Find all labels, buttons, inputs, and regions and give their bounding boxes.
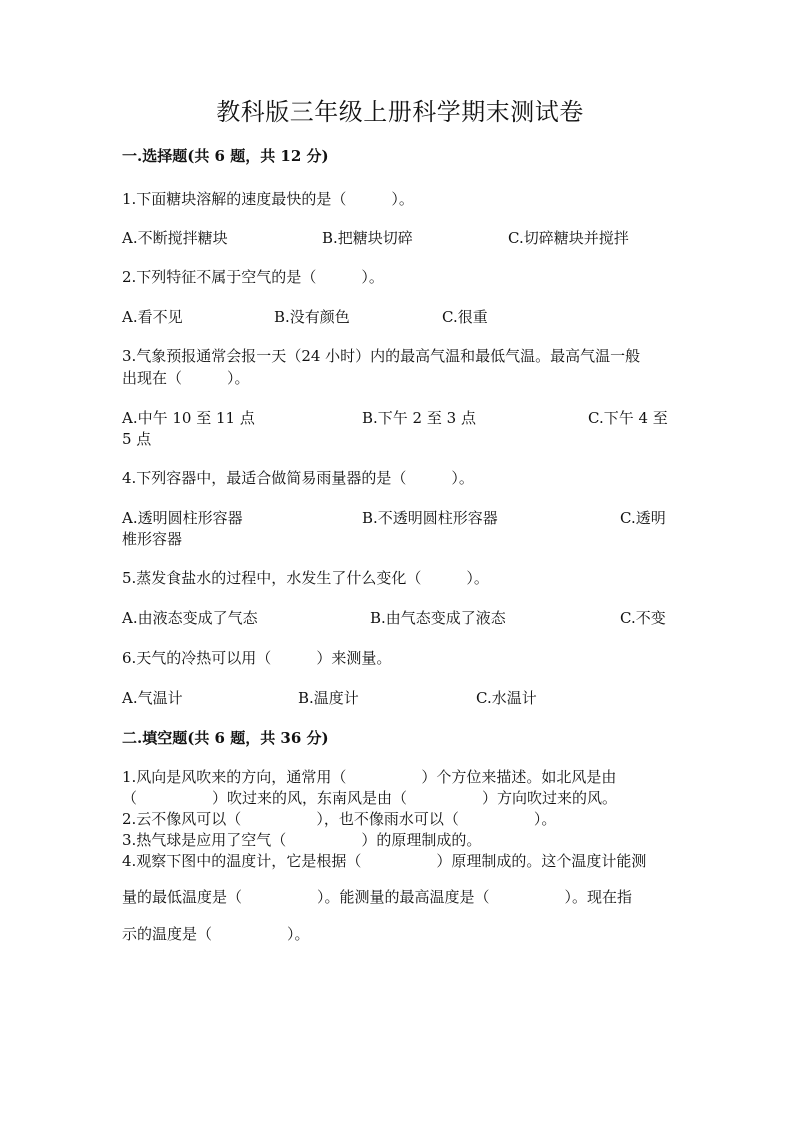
question-4-option-c-wrap: 椎形容器 bbox=[122, 530, 183, 548]
question-6-stem: 6.天气的冷热可以用（ ）来测量。 bbox=[122, 649, 392, 667]
question-2-option-b: B.没有颜色 bbox=[274, 308, 350, 326]
fill-line-1: 1.风向是风吹来的方向，通常用（ ）个方位来描述。如北风是由 bbox=[122, 768, 617, 786]
question-2-option-a: A.看不见 bbox=[122, 308, 183, 326]
fill-line-5: 4.观察下图中的温度计，它是根据（ ）原理制成的。这个温度计能测 bbox=[122, 852, 647, 870]
question-3-stem-line-2: 出现在（ ）。 bbox=[122, 369, 250, 387]
fill-line-7: 示的温度是（ ）。 bbox=[122, 925, 310, 943]
question-1-stem: 1.下面糖块溶解的速度最快的是（ ）。 bbox=[122, 190, 414, 208]
question-5-option-c: C.不变 bbox=[620, 609, 666, 627]
fill-line-3: 2.云不像风可以（ ），也不像雨水可以（ ）。 bbox=[122, 810, 557, 828]
section-heading-fill-in: 二.填空题(共 6 题，共 36 分) bbox=[122, 729, 329, 747]
question-5-stem: 5.蒸发食盐水的过程中，水发生了什么变化（ ）。 bbox=[122, 569, 489, 587]
section-heading-choice: 一.选择题(共 6 题，共 12 分) bbox=[122, 147, 329, 165]
question-1-option-c: C.切碎糖块并搅拌 bbox=[508, 229, 629, 247]
question-1-option-b: B.把糖块切碎 bbox=[322, 229, 413, 247]
question-3-option-c: C.下午 4 至 bbox=[588, 409, 668, 427]
question-5-option-a: A.由液态变成了气态 bbox=[122, 609, 258, 627]
question-6-option-b: B.温度计 bbox=[298, 689, 359, 707]
question-4-option-c: C.透明 bbox=[620, 509, 666, 527]
question-2-option-c: C.很重 bbox=[442, 308, 488, 326]
question-3-option-c-wrap: 5 点 bbox=[122, 430, 152, 448]
question-2-stem: 2.下列特征不属于空气的是（ ）。 bbox=[122, 268, 384, 286]
question-4-stem: 4.下列容器中，最适合做简易雨量器的是（ ）。 bbox=[122, 469, 474, 487]
fill-line-6: 量的最低温度是（ ）。能测量的最高温度是（ ）。现在指 bbox=[122, 888, 633, 906]
question-5-option-b: B.由气态变成了液态 bbox=[370, 609, 506, 627]
question-6-option-a: A.气温计 bbox=[122, 689, 183, 707]
question-4-option-a: A.透明圆柱形容器 bbox=[122, 509, 243, 527]
question-6-option-c: C.水温计 bbox=[476, 689, 537, 707]
question-3-option-b: B.下午 2 至 3 点 bbox=[362, 409, 476, 427]
fill-line-4: 3.热气球是应用了空气（ ）的原理制成的。 bbox=[122, 831, 482, 849]
page-title: 教科版三年级上册科学期末测试卷 bbox=[216, 98, 584, 126]
question-4-option-b: B.不透明圆柱形容器 bbox=[362, 509, 498, 527]
question-1-option-a: A.不断搅拌糖块 bbox=[122, 229, 228, 247]
question-3-option-a: A.中午 10 至 11 点 bbox=[122, 409, 255, 427]
question-3-stem-line-1: 3.气象预报通常会报一天（24 小时）内的最高气温和最低气温。最高气温一般 bbox=[122, 347, 641, 365]
fill-line-2: （ ）吹过来的风，东南风是由（ ）方向吹过来的风。 bbox=[122, 789, 618, 807]
